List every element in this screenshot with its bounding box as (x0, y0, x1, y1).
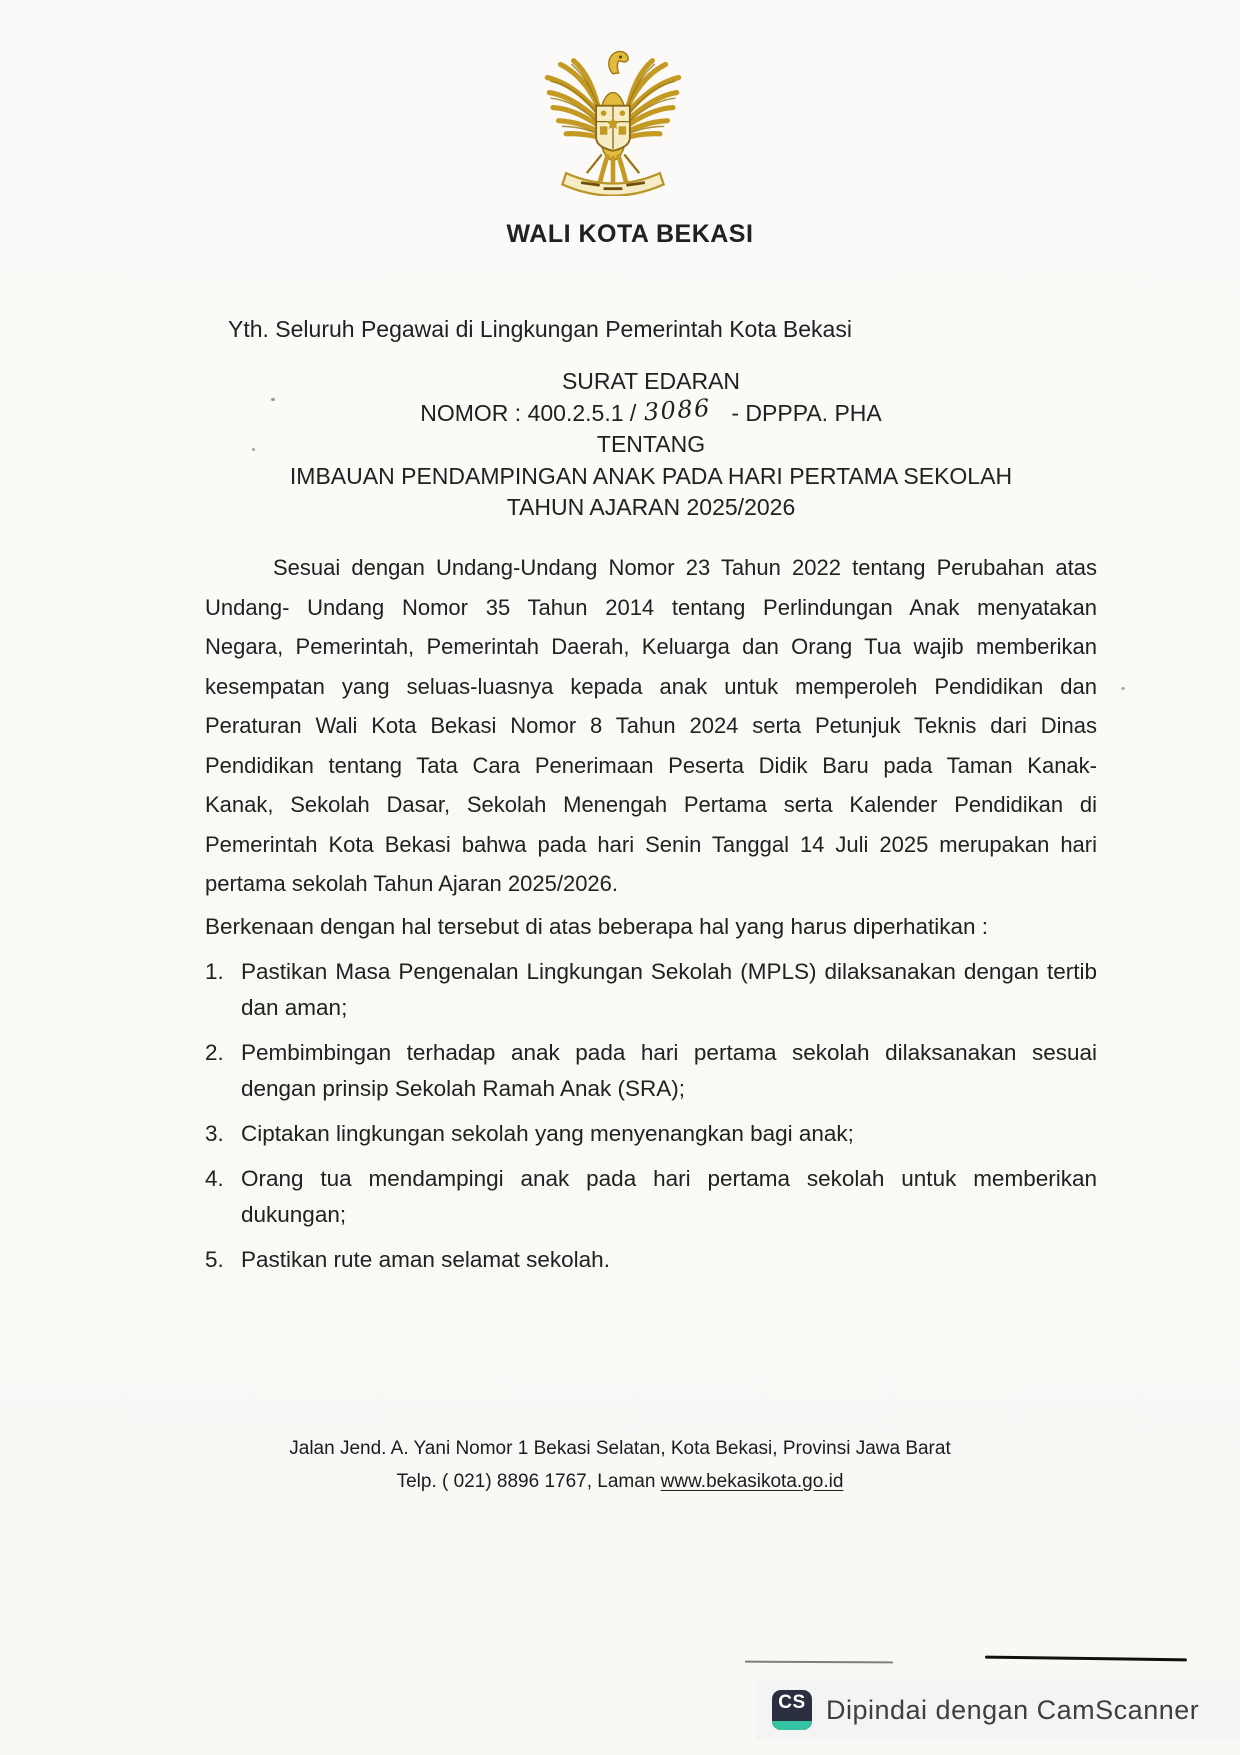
scan-speck (252, 448, 255, 451)
list-item-2 (205, 1035, 1097, 1107)
list-text: Ciptakan lingkungan sekolah yang menyenangkan bagi anak; (241, 1121, 854, 1146)
footer-contact (150, 1465, 1090, 1498)
footer-phone: Telp. ( 021) 8896 1767, Laman (396, 1471, 661, 1492)
body-paragraph-2: Berkenaan dengan hal tersebut di atas beberapa hal yang harus diperhatikan : (205, 914, 989, 939)
scan-speck (1121, 687, 1125, 690)
camscanner-badge (756, 1680, 1240, 1740)
body-paragraph-1: Sesuai dengan Undang-Undang Nomor 23 Tahun 2022 tentang Perubahan atas Undang- Undang Nomor 35 Tahun 2014 tentang Perlindungan Anak menyatakan Negara, Pemerintah, Pemerintah Daerah, Keluarga dan Orang Tua wajib memberikan kesempatan yang seluas-luasnya kepada anak untuk memperoleh Pendidikan dan Peraturan Wali Kota Bekasi Nomor 8 Tahun 2024 serta Petunjuk Teknis dari Dinas Pendidikan tentang Tata Cara Penerimaan Peserta Didik Baru pada Taman Kanak- Kanak, Sekolah Dasar, Sekolah Menengah Pertama serta Kalender Pendidikan di Pemerintah Kota Bekasi bahwa pada hari Senin Tanggal 14 Juli 2025 merupakan hari pertama sekolah Tahun Ajaran 2025/2026. (205, 555, 1097, 896)
tentang-label: TENTANG (596, 431, 706, 457)
recipient-line: Yth. Seluruh Pegawai di Lingkungan Pemerintah Kota Bekasi (228, 316, 852, 342)
subject-line-2: TAHUN AJARAN 2025/2026 (506, 494, 796, 520)
scan-edge-artifact (985, 1656, 1187, 1662)
camscanner-icon-accent (772, 1721, 812, 1730)
nomor-suffix: - DPPPA. PHA (731, 399, 882, 426)
website-link: www.bekasikota.go.id (660, 1471, 844, 1492)
list-number: 1. (205, 959, 224, 984)
list-number: 5. (205, 1247, 224, 1272)
nomor-prefix: NOMOR : 400.2.5.1 / (420, 399, 637, 426)
list-text: Orang tua mendampingi anak pada hari pertama sekolah untuk memberikan dukungan; (241, 1166, 1097, 1227)
list-text: Pembimbingan terhadap anak pada hari pertama sekolah dilaksanakan sesuai dengan prinsip Sekolah Ramah Anak (SRA); (241, 1040, 1097, 1101)
list-item-1 (205, 954, 1097, 1026)
nomor-line (205, 393, 1097, 430)
garuda-pancasila-emblem (538, 36, 688, 196)
list-item-5 (205, 1242, 1097, 1278)
letter-heading (205, 366, 1097, 524)
list-number: 2. (205, 1040, 224, 1065)
page-title: WALI KOTA BEKASI (506, 220, 754, 248)
list-text: Pastikan Masa Pengenalan Lingkungan Sekolah (MPLS) dilaksanakan dengan tertib dan aman; (241, 959, 1097, 1020)
doc-type: SURAT EDARAN (561, 368, 741, 394)
list-number: 4. (205, 1166, 224, 1191)
camscanner-icon-letters: CS (778, 1692, 806, 1713)
list-item-4 (205, 1161, 1097, 1233)
letter-footer (150, 1432, 1090, 1498)
scan-speck (271, 398, 275, 401)
numbered-list (205, 954, 1097, 1287)
camscanner-icon (772, 1690, 812, 1730)
nomor-handwritten-number: 3086 (643, 393, 712, 426)
list-text: Pastikan rute aman selamat sekolah. (241, 1247, 610, 1272)
scan-edge-artifact (745, 1661, 893, 1664)
list-item-3 (205, 1116, 1097, 1152)
footer-address: Jalan Jend. A. Yani Nomor 1 Bekasi Selatan, Kota Bekasi, Provinsi Jawa Barat (289, 1438, 951, 1459)
camscanner-label: Dipindai dengan CamScanner (826, 1694, 1200, 1725)
list-number: 3. (205, 1121, 224, 1146)
subject-line-1: IMBAUAN PENDAMPINGAN ANAK PADA HARI PERTAMA SEKOLAH (289, 462, 1013, 489)
